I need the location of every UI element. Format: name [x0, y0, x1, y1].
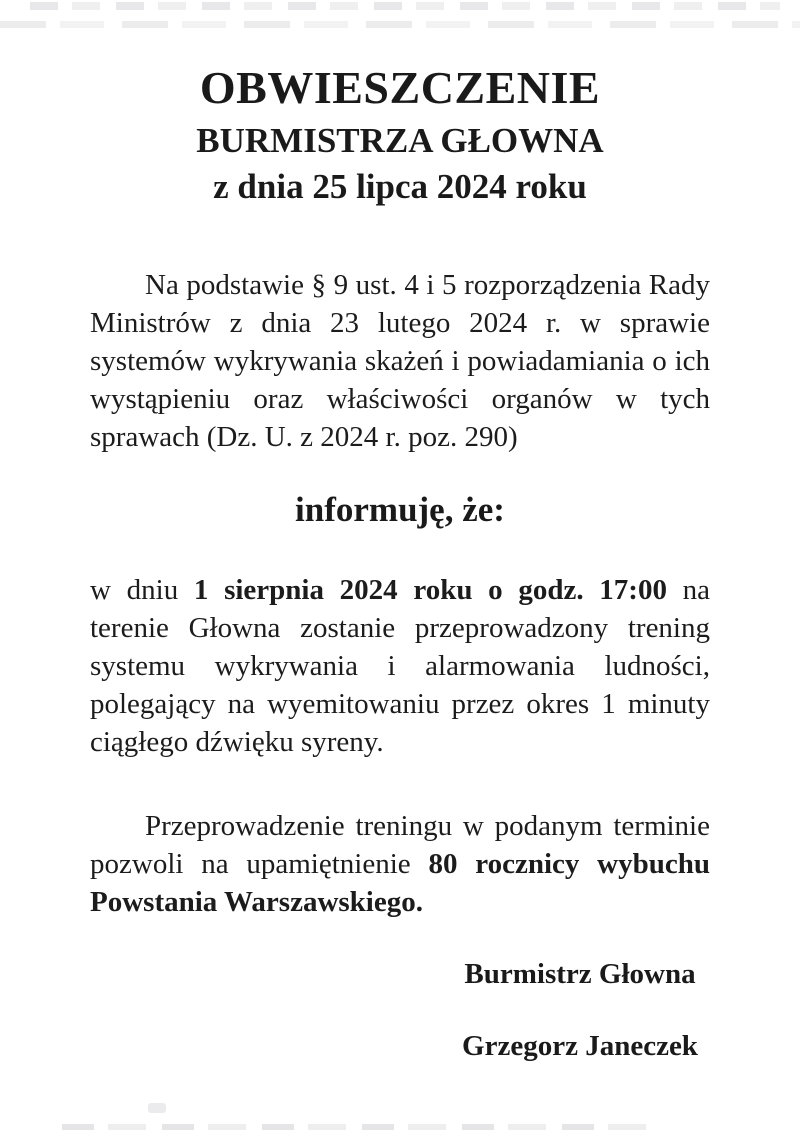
announcement-heading: informuję, że: [295, 489, 505, 529]
document-body [90, 266, 710, 921]
purpose-paragraph [90, 807, 710, 921]
purpose-anniversary-bold: 80 rocznicy wybuchu Powstania Warszawskiego. [90, 847, 710, 918]
signature-name: Grzegorz Janeczek [462, 1030, 698, 1063]
scan-smudge [148, 1103, 166, 1113]
purpose-text-pre: Przeprowadzenie treningu w podanym terminie pozwoli na upamiętnienie [90, 809, 710, 880]
announcement-datetime-bold: 1 sierpnia 2024 roku o godz. 17:00 [193, 573, 667, 606]
signature-title: Burmistrz Głowna [464, 957, 696, 990]
document-header [0, 0, 800, 208]
legal-basis-paragraph: Na podstawie § 9 ust. 4 i 5 rozporządzenia Rady Ministrów z dnia 23 lutego 2024 r. w sprawie systemów wykrywania skażeń i powiadamiania o ich wystąpieniu oraz właściwości organów w tych sprawach (Dz. U. z 2024 r. poz. 290) [90, 268, 710, 453]
document-dateline: z dnia 25 lipca 2024 roku [213, 166, 587, 206]
document-subtitle: BURMISTRZA GŁOWNA [196, 120, 604, 160]
document-title: OBWIESZCZENIE [199, 62, 601, 113]
announcement-text-post: na terenie Głowna zostanie przeprowadzony trening systemu wykrywania i alarmowania ludności, polegający na wyemitowaniu przez okres 1 minuty ciągłego dźwięku syreny. [90, 573, 711, 758]
signature-block [420, 959, 740, 1064]
announcement-paragraph [90, 571, 710, 761]
scan-noise-bottom [62, 1124, 662, 1130]
announcement-text-pre: w dniu [90, 573, 194, 606]
